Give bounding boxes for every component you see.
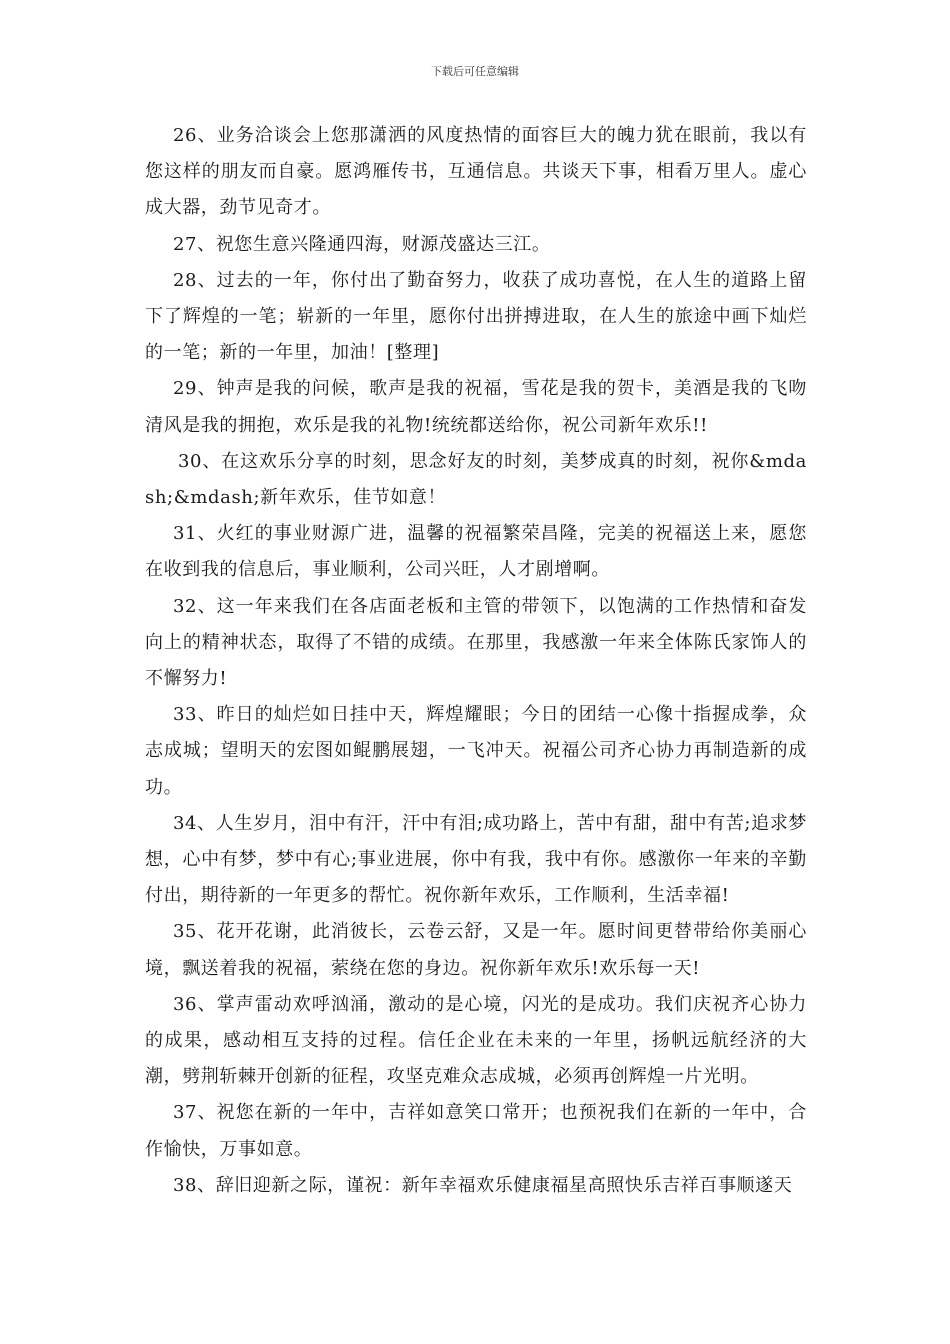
paragraph-28: 28、过去的一年，你付出了勤奋努力，收获了成功喜悦，在人生的道路上留下了辉煌的一笔；崭新的一年里，愿你付出拼搏进取，在人生的旅途中画下灿烂的一笔；新的一年里，加油！[整理] — [145, 269, 807, 364]
page-header: 下载后可任意编辑 — [431, 65, 519, 78]
paragraph-26: 26、业务洽谈会上您那潇洒的风度热情的面容巨大的魄力犹在眼前，我以有您这样的朋友而自豪。愿鸿雁传书，互通信息。共谈天下事，相看万里人。虚心成大器，劲节见奇才。 — [145, 125, 807, 219]
paragraph-27: 27、祝您生意兴隆通四海，财源茂盛达三江。 — [173, 233, 551, 255]
paragraph-30: 30、在这欢乐分享的时刻，思念好友的时刻，美梦成真的时刻，祝你&mdash;&mdash;新年欢乐，佳节如意！ — [145, 450, 807, 509]
paragraph-31: 31、火红的事业财源广进，温馨的祝福繁荣昌隆，完美的祝福送上来，愿您在收到我的信息后，事业顺利，公司兴旺，人才剧增啊。 — [145, 523, 807, 581]
paragraph-32: 32、这一年来我们在各店面老板和主管的带领下，以饱满的工作热情和奋发向上的精神状态，取得了不错的成绩。在那里，我感激一年来全体陈氏家饰人的不懈努力! — [145, 595, 807, 690]
paragraph-36: 36、掌声雷动欢呼汹涌，激动的是心境，闪光的是成功。我们庆祝齐心协力的成果，感动相互支持的过程。信任企业在未来的一年里，扬帆远航经济的大潮，劈荆斩棘开创新的征程，攻坚克难众志成城，必须再创辉煌一片光明。 — [145, 993, 807, 1088]
paragraph-35: 35、花开花谢，此消彼长，云卷云舒，又是一年。愿时间更替带给你美丽心境，飘送着我的祝福，萦绕在您的身边。祝你新年欢乐!欢乐每一天! — [145, 921, 807, 979]
paragraph-34: 34、人生岁月，泪中有汗，汗中有泪;成功路上，苦中有甜，甜中有苦;追求梦想，心中有梦，梦中有心;事业进展，你中有我，我中有你。感激你一年来的辛勤付出，期待新的一年更多的帮忙。祝你新年欢乐，工作顺利，生活幸福! — [145, 812, 807, 907]
paragraph-29: 29、钟声是我的问候，歌声是我的祝福，雪花是我的贺卡，美酒是我的飞吻清风是我的拥抱，欢乐是我的礼物!统统都送给你，祝公司新年欢乐!! — [145, 378, 807, 436]
paragraph-33: 33、昨日的灿烂如日挂中天，辉煌耀眼；今日的团结一心像十指握成拳，众志成城；望明天的宏图如鲲鹏展翅，一飞冲天。祝福公司齐心协力再制造新的成功。 — [145, 704, 807, 798]
document-body — [145, 118, 807, 1204]
paragraph-38: 38、辞旧迎新之际，谨祝：新年幸福欢乐健康福星高照快乐吉祥百事顺遂天 — [173, 1174, 793, 1196]
paragraph-37: 37、祝您在新的一年中，吉祥如意笑口常开；也预祝我们在新的一年中，合作愉快，万事如意。 — [145, 1102, 807, 1160]
